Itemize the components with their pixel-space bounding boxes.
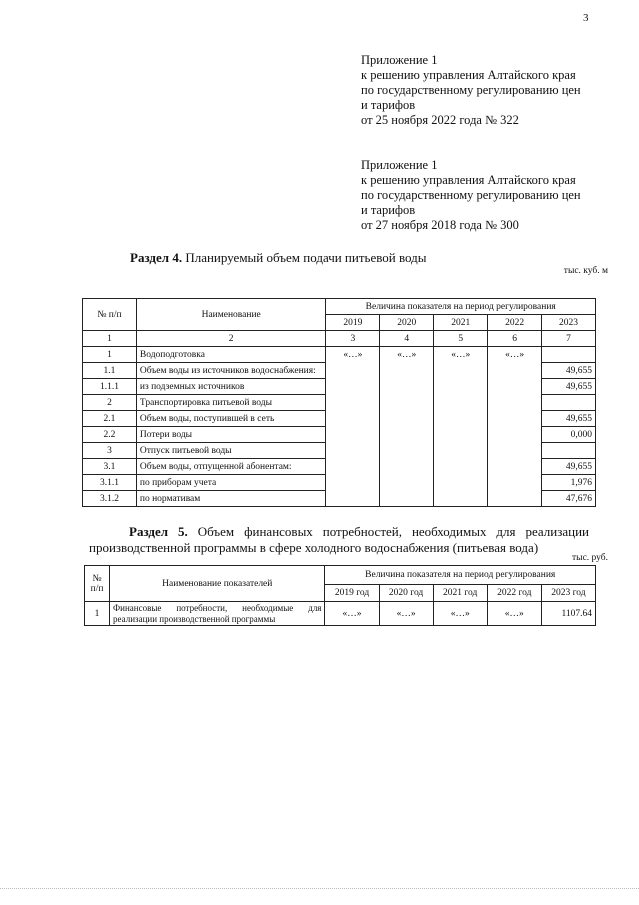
row-value: 1,976 [542,475,596,491]
row-num: 3.1.1 [83,475,137,491]
row-num: 2.2 [83,427,137,443]
appendix-line: от 25 ноября 2022 года № 322 [361,113,519,127]
row-num: 1.1.1 [83,379,137,395]
table-row [85,602,596,626]
row-value [542,347,596,363]
water-supply-table [82,298,596,507]
header-year: 2021 [434,315,488,331]
row-name: Водоподготовка [136,347,326,363]
row-name: Отпуск питьевой воды [136,443,326,459]
appendix-line: и тарифов [361,203,416,217]
row-value: 49,655 [542,459,596,475]
row-value: 49,655 [542,411,596,427]
appendix-header-original [361,158,631,233]
col-number: 6 [488,331,542,347]
row-value: «…» [434,347,488,363]
appendix-line: к решению управления Алтайского края [361,68,576,82]
header-name: Наименование показателей [110,566,325,602]
row-name: Объем воды, поступившей в сеть [136,411,326,427]
header-year: 2023 [542,315,596,331]
header-year: 2020 год [379,585,433,602]
row-num: 1.1 [83,363,137,379]
col-number: 5 [434,331,488,347]
row-value: «…» [487,602,541,626]
section5-title [89,524,589,556]
section5-title-line2: производственной программы в сфере холодного водоснабжения (питьевая вода) [89,540,539,555]
header-name: Наименование [136,299,326,331]
header-num: № п/п [83,299,137,331]
row-num: 3.1.2 [83,491,137,507]
col-number: 1 [83,331,137,347]
header-num: № п/п [85,566,110,602]
row-value: «…» [433,602,487,626]
row-num: 3 [83,443,137,459]
section5-label: Раздел 5. [129,524,188,539]
header-period: Величина показателя на период регулирования [325,566,596,585]
row-value: «…» [380,347,434,363]
appendix-line: от 27 ноября 2018 года № 300 [361,218,519,232]
row-value [542,395,596,411]
row-name: из подземных источников [136,379,326,395]
col-number: 7 [542,331,596,347]
row-value: «…» [379,602,433,626]
section4-unit: тыс. куб. м [563,266,608,276]
appendix-line: Приложение 1 [361,158,438,172]
header-year: 2023 год [541,585,595,602]
row-name: Потери воды [136,427,326,443]
row-name: по нормативам [136,491,326,507]
row-value: «…» [488,347,542,363]
header-year: 2019 [326,315,380,331]
header-year: 2022 год [487,585,541,602]
row-num: 1 [85,602,110,626]
header-year: 2020 [380,315,434,331]
section4-title-text: Планируемый объем подачи питьевой воды [182,250,427,265]
row-num: 2 [83,395,137,411]
appendix-line: и тарифов [361,98,416,112]
row-value: «…» [326,347,380,363]
row-value [542,443,596,459]
scan-edge-divider [0,888,639,889]
row-value: 49,655 [542,379,596,395]
row-name: по приборам учета [136,475,326,491]
page-number: 3 [583,12,589,24]
financial-needs-table [84,565,596,626]
header-period: Величина показателя на период регулирования [326,299,596,315]
section5-unit: тыс. руб. [572,553,608,563]
appendix-line: к решению управления Алтайского края [361,173,576,187]
section4-label: Раздел 4. [130,250,183,265]
row-value: 47,676 [542,491,596,507]
row-name: Финансовые потребности, необходимые для реализации производственной программы [110,602,325,626]
header-year: 2021 год [433,585,487,602]
row-num: 3.1 [83,459,137,475]
header-year: 2022 [488,315,542,331]
appendix-line: по государственному регулированию цен [361,188,581,202]
col-number: 2 [136,331,326,347]
appendix-header-current [361,53,631,128]
row-value: 0,000 [542,427,596,443]
row-value: «…» [325,602,379,626]
row-num: 1 [83,347,137,363]
appendix-line: Приложение 1 [361,53,438,67]
row-name: Транспортировка питьевой воды [136,395,326,411]
appendix-line: по государственному регулированию цен [361,83,581,97]
section4-title [130,250,427,266]
row-num: 2.1 [83,411,137,427]
row-name: Объем воды, отпущенной абонентам: [136,459,326,475]
table-row [83,363,596,379]
row-value: 49,655 [542,363,596,379]
section5-title-line1: Объем финансовых потребностей, необходимых для реализации [187,524,589,539]
row-value: 1107.64 [541,602,595,626]
row-name: Объем воды из источников водоснабжения: [136,363,326,379]
table-row [83,347,596,363]
col-number: 3 [326,331,380,347]
header-year: 2019 год [325,585,379,602]
col-number: 4 [380,331,434,347]
